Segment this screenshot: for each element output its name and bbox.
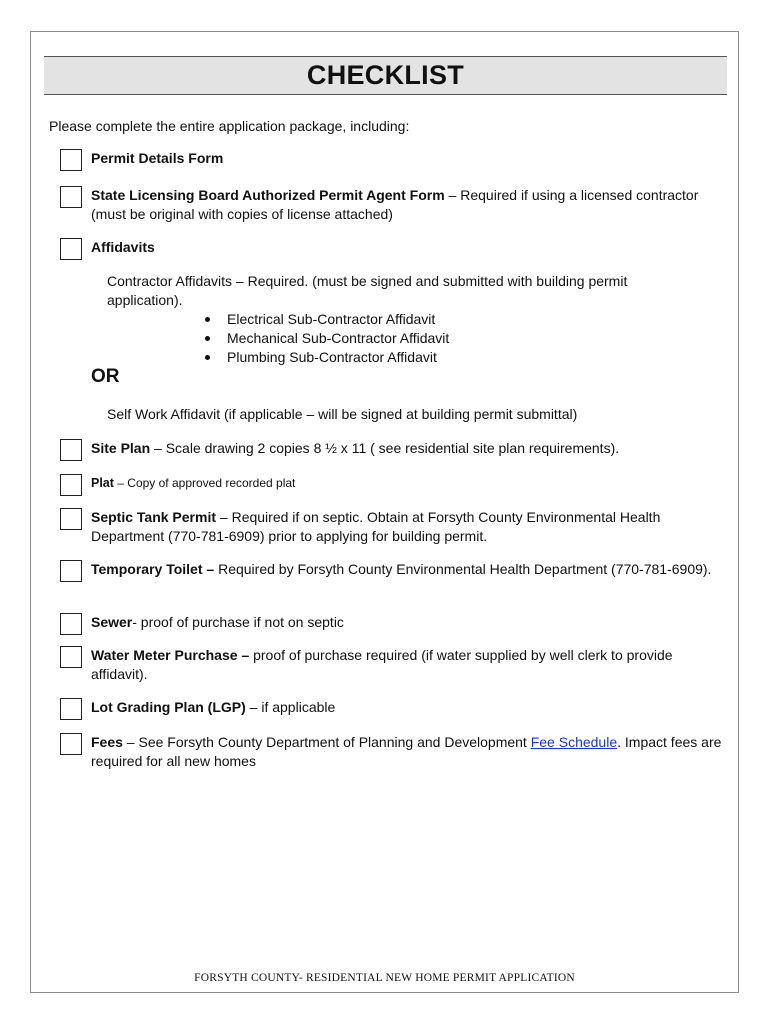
list-item: Mechanical Sub-Contractor Affidavit bbox=[205, 329, 449, 348]
intro-text: Please complete the entire application package, including: bbox=[49, 118, 410, 134]
list-item: Electrical Sub-Contractor Affidavit bbox=[205, 310, 449, 329]
title-bar bbox=[44, 56, 727, 95]
item-title: Permit Details Form bbox=[91, 150, 224, 166]
contractor-affidavits-text: Contractor Affidavits – Required. (must be signed and submitted with building permit application). bbox=[107, 273, 628, 308]
item-description: Required by Forsyth County Environmental Health Department (770-781-6909). bbox=[214, 561, 712, 577]
item-title: State Licensing Board Authorized Permit Agent Form bbox=[91, 187, 445, 203]
item-text bbox=[91, 238, 731, 257]
item-text bbox=[91, 613, 731, 632]
checkbox[interactable] bbox=[60, 733, 82, 755]
checkbox[interactable] bbox=[60, 474, 82, 496]
item-text bbox=[91, 560, 731, 579]
checkbox[interactable] bbox=[60, 186, 82, 208]
item-description: – Required if on septic. Obtain at Forsyth County Environmental Health Department (770-781-6909) prior to applying for building permit. bbox=[91, 509, 661, 544]
checkbox[interactable] bbox=[60, 698, 82, 720]
item-description: – See Forsyth County Department of Planning and Development bbox=[122, 734, 531, 750]
item-title: Water Meter Purchase – bbox=[91, 647, 250, 663]
item-description: – Copy of approved recorded plat bbox=[113, 476, 296, 490]
item-title: Plat bbox=[91, 476, 114, 490]
page-footer: FORSYTH COUNTY- RESIDENTIAL NEW HOME PERMIT APPLICATION bbox=[194, 972, 575, 984]
item-text bbox=[91, 698, 731, 717]
item-description: - proof of purchase if not on septic bbox=[132, 614, 344, 630]
checkbox[interactable] bbox=[60, 646, 82, 668]
item-title: Sewer bbox=[91, 614, 133, 630]
document-page bbox=[30, 31, 739, 993]
fee-schedule-link[interactable]: Fee Schedule bbox=[530, 734, 618, 750]
item-description: – Required if using a licensed contractor (must be original with copies of license attached) bbox=[91, 187, 699, 222]
checkbox[interactable] bbox=[60, 560, 82, 582]
list-item: Plumbing Sub-Contractor Affidavit bbox=[205, 348, 449, 367]
item-title: Fees bbox=[91, 734, 123, 750]
checkbox[interactable] bbox=[60, 508, 82, 530]
item-text bbox=[91, 149, 731, 168]
item-description: proof of purchase required (if water supplied by well clerk to provide affidavit). bbox=[91, 647, 673, 682]
affidavit-list bbox=[205, 310, 449, 367]
item-title: Lot Grading Plan (LGP) bbox=[91, 699, 246, 715]
checkbox[interactable] bbox=[60, 238, 82, 260]
item-description: . Impact fees are required for all new homes bbox=[91, 734, 722, 769]
item-text bbox=[91, 474, 731, 493]
item-text bbox=[91, 439, 731, 458]
item-text bbox=[91, 186, 731, 224]
item-text bbox=[91, 733, 731, 771]
item-title: Site Plan bbox=[91, 440, 151, 456]
or-label: OR bbox=[91, 366, 120, 387]
checkbox[interactable] bbox=[60, 149, 82, 171]
item-text bbox=[91, 646, 731, 684]
page-title: CHECKLIST bbox=[306, 60, 465, 90]
item-description: – if applicable bbox=[245, 699, 336, 715]
item-title: Septic Tank Permit bbox=[91, 509, 217, 525]
checkbox[interactable] bbox=[60, 613, 82, 635]
item-description: – Scale drawing 2 copies 8 ½ x 11 ( see residential site plan requirements). bbox=[150, 440, 620, 456]
item-title: Affidavits bbox=[91, 239, 155, 255]
self-work-affidavit-text: Self Work Affidavit (if applicable – will be signed at building permit submittal) bbox=[107, 406, 578, 422]
item-text bbox=[91, 508, 731, 546]
checkbox[interactable] bbox=[60, 439, 82, 461]
item-title: Temporary Toilet – bbox=[91, 561, 215, 577]
